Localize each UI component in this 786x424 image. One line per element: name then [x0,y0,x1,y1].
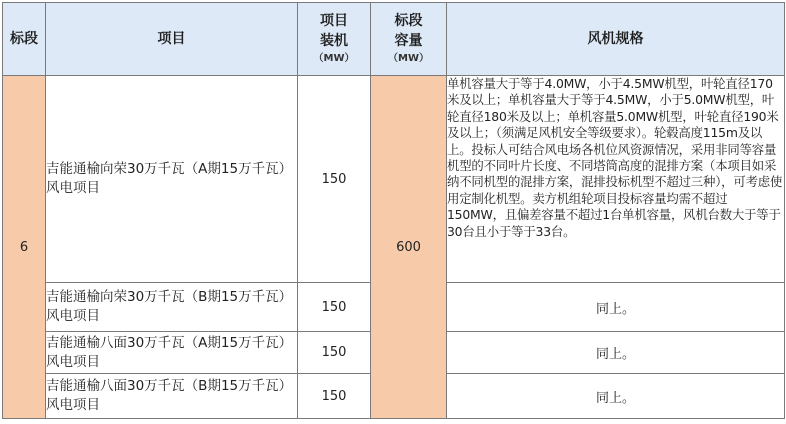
section-capacity-cell: 600 [371,76,447,419]
turbine-spec-cell: 同上。 [447,283,785,332]
project-name-cell: 吉能通榆八面30万千瓦（A期15万千瓦）风电项目 [46,332,298,374]
header-section: 标段 [3,3,46,76]
project-name-cell: 吉能通榆八面30万千瓦（B期15万千瓦）风电项目 [46,374,298,419]
table-row [3,76,785,283]
header-row [3,3,785,76]
header-section-capacity [371,3,447,76]
installed-capacity-cell: 150 [298,283,371,332]
header-installed-unit: （MW） [313,53,355,64]
turbine-spec-cell [447,76,785,283]
header-section-capacity-unit: （MW） [388,53,429,64]
turbine-spec-cell: 同上。 [447,374,785,419]
turbine-spec-cell: 同上。 [447,332,785,374]
header-installed-capacity [298,3,371,76]
header-section-capacity-line2: 容量 [394,33,423,49]
installed-capacity-cell: 150 [298,374,371,419]
header-installed-line2: 装机 [320,33,348,49]
project-name-cell: 吉能通榆向荣30万千瓦（B期15万千瓦）风电项目 [46,283,298,332]
header-project: 项目 [46,3,298,76]
installed-capacity-cell: 150 [298,332,371,374]
header-turbine-spec: 风机规格 [447,3,785,76]
installed-capacity-cell: 150 [298,76,371,283]
wind-turbine-spec-table [2,2,785,419]
header-section-capacity-line1: 标段 [394,13,423,29]
turbine-spec-text: 单机容量大于等于4.0MW，小于4.5MW机型，叶轮直径170米及以上；单机容量大于等于4.5MW，小于5.0MW机型，叶轮直径180米及以上；单机容量5.0MW机型，叶轮直径190米及以上；（须满足风机安全等级要求）。轮毂高度115m及以上。投标人可结合风电场各机位风资源情况，采用非同等容量机型的不同叶片长度、不同塔筒高度的混排方案（本项目如采纳不同机型的混排方案，混排投标机型不超过三种），可考虑使用定制化机型。卖方机组轮项目投标容量均需不超过150MW，且偏差容量不超过1台单机容量，风机台数大于等于30台且小于等于33台。 [447,76,783,239]
section-number-cell: 6 [3,76,46,419]
header-installed-line1: 项目 [320,13,348,29]
project-name-cell: 吉能通榆向荣30万千瓦（A期15万千瓦）风电项目 [46,76,298,283]
